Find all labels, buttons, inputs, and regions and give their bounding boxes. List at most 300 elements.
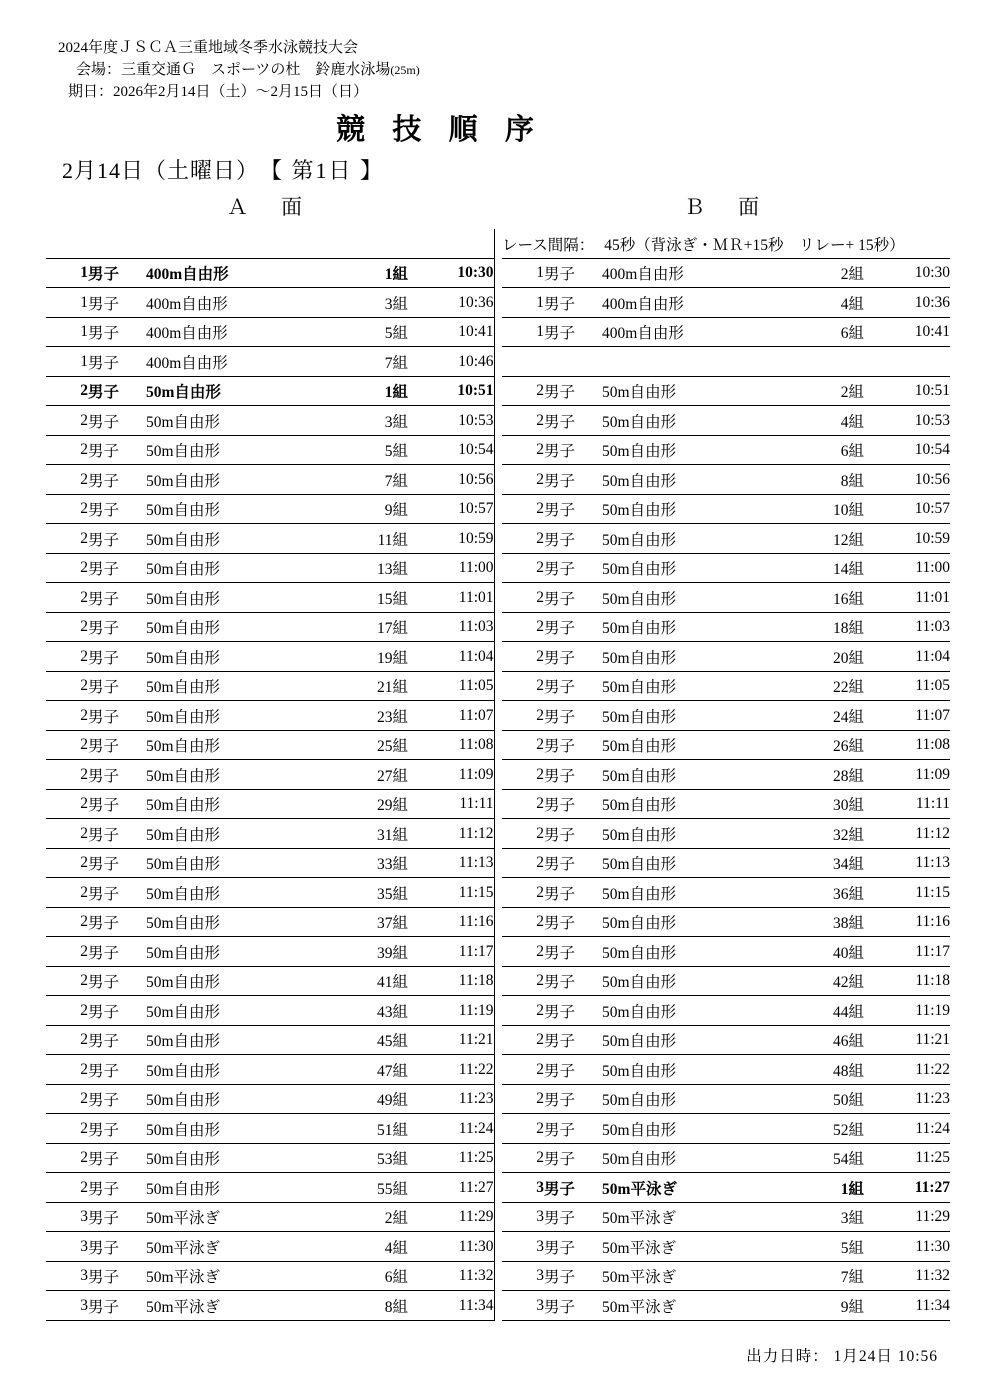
table-row — [46, 1291, 950, 1321]
side-a-start-time: 11:04 — [408, 642, 494, 672]
side-b-gender: 男子 — [544, 524, 602, 554]
side-a-event-name: 400m自由形 — [146, 317, 336, 347]
side-b-start-time: 11:15 — [864, 878, 950, 908]
side-a-heat-number: 5組 — [336, 435, 408, 465]
side-b-start-time: 11:12 — [864, 819, 950, 849]
side-b-heat-number: 6組 — [792, 317, 864, 347]
side-b-gender: 男子 — [544, 1084, 602, 1114]
side-a-gender: 男子 — [88, 524, 146, 554]
side-b-start-time: 11:30 — [864, 1232, 950, 1262]
column-divider — [494, 848, 502, 878]
side-b-event-name: 50m平泳ぎ — [602, 1291, 792, 1321]
side-a-event-number: 2 — [46, 612, 88, 642]
side-b-start-time: 11:01 — [864, 583, 950, 613]
side-b-gender: 男子 — [544, 465, 602, 495]
column-divider — [494, 996, 502, 1026]
side-a-event-name: 50m自由形 — [146, 406, 336, 436]
side-a-gender: 男子 — [88, 288, 146, 318]
side-a-gender: 男子 — [88, 789, 146, 819]
side-b-event-number: 3 — [502, 1291, 544, 1321]
side-a-gender: 男子 — [88, 1173, 146, 1203]
side-a-event-name: 50m自由形 — [146, 878, 336, 908]
table-row — [46, 937, 950, 967]
column-divider — [494, 937, 502, 967]
side-a-start-time: 10:56 — [408, 465, 494, 495]
side-a-event-number: 1 — [46, 317, 88, 347]
side-b-start-time: 11:25 — [864, 1143, 950, 1173]
side-a-event-number: 1 — [46, 288, 88, 318]
side-a-event-name: 50m自由形 — [146, 1025, 336, 1055]
side-a-heat-number: 55組 — [336, 1173, 408, 1203]
column-divider — [494, 376, 502, 406]
side-b-event-number: 2 — [502, 612, 544, 642]
side-a-start-time: 10:36 — [408, 288, 494, 318]
side-b-event-number: 2 — [502, 937, 544, 967]
side-b-event-number: 2 — [502, 553, 544, 583]
side-a-heat-number: 41組 — [336, 966, 408, 996]
race-interval-label: レース間隔： — [502, 236, 595, 254]
side-b-gender: 男子 — [544, 1261, 602, 1291]
column-divider — [494, 494, 502, 524]
side-b-start-time: 11:21 — [864, 1025, 950, 1055]
table-row — [46, 1055, 950, 1085]
side-a-heat-number: 7組 — [336, 347, 408, 377]
side-a-event-number: 3 — [46, 1261, 88, 1291]
side-b-event-name: 50m自由形 — [602, 494, 792, 524]
side-b-event-name: 50m自由形 — [602, 406, 792, 436]
day-number: 【 第1日 】 — [271, 158, 385, 184]
side-a-gender: 男子 — [88, 701, 146, 731]
side-b-heat-number: 44組 — [792, 996, 864, 1026]
side-a-gender: 男子 — [88, 1114, 146, 1144]
side-b-start-time: 11:08 — [864, 730, 950, 760]
side-b-heat-number: 22組 — [792, 671, 864, 701]
side-b-event-name: 50m自由形 — [602, 878, 792, 908]
document-header — [58, 38, 944, 103]
column-divider — [494, 553, 502, 583]
side-a-heat-number: 9組 — [336, 494, 408, 524]
side-b-event-name — [602, 347, 792, 377]
table-row — [46, 317, 950, 347]
side-a-event-number: 2 — [46, 435, 88, 465]
side-b-heat-number: 7組 — [792, 1261, 864, 1291]
side-b-event-name: 50m自由形 — [602, 701, 792, 731]
side-b-event-name: 400m自由形 — [602, 288, 792, 318]
side-b-gender: 男子 — [544, 1055, 602, 1085]
side-b-start-time: 11:13 — [864, 848, 950, 878]
table-row — [46, 435, 950, 465]
side-a-start-time: 11:07 — [408, 701, 494, 731]
column-divider — [494, 317, 502, 347]
side-a-event-number: 2 — [46, 789, 88, 819]
side-b-start-time: 10:36 — [864, 288, 950, 318]
table-row — [46, 1173, 950, 1203]
table-row — [46, 760, 950, 790]
side-a-event-name: 50m自由形 — [146, 1173, 336, 1203]
side-b-heat-number — [792, 347, 864, 377]
side-a-heat-number: 31組 — [336, 819, 408, 849]
side-a-start-time: 11:34 — [408, 1291, 494, 1321]
side-b-event-name: 50m自由形 — [602, 1084, 792, 1114]
side-b-event-number: 2 — [502, 760, 544, 790]
side-a-start-time: 11:17 — [408, 937, 494, 967]
side-b-gender — [544, 347, 602, 377]
side-b-gender: 男子 — [544, 907, 602, 937]
table-row — [46, 1084, 950, 1114]
column-divider — [494, 288, 502, 318]
side-b-event-name: 50m自由形 — [602, 435, 792, 465]
side-b-event-name: 50m平泳ぎ — [602, 1232, 792, 1262]
side-a-start-time: 11:16 — [408, 907, 494, 937]
table-row — [46, 730, 950, 760]
side-b-gender: 男子 — [544, 937, 602, 967]
side-b-event-name: 50m自由形 — [602, 1114, 792, 1144]
race-interval-note-row — [46, 229, 950, 258]
side-b-event-name: 50m自由形 — [602, 819, 792, 849]
side-a-event-number: 2 — [46, 730, 88, 760]
side-b-start-time: 11:09 — [864, 760, 950, 790]
day-heading — [62, 154, 944, 185]
side-a-heat-number: 47組 — [336, 1055, 408, 1085]
side-b-event-name: 50m自由形 — [602, 966, 792, 996]
side-b-event-number: 2 — [502, 730, 544, 760]
side-a-event-number: 2 — [46, 996, 88, 1026]
side-a-event-name: 400m自由形 — [146, 288, 336, 318]
side-b-gender: 男子 — [544, 258, 602, 288]
side-a-gender: 男子 — [88, 1261, 146, 1291]
side-b-event-name: 50m自由形 — [602, 937, 792, 967]
side-b-start-time: 11:27 — [864, 1173, 950, 1203]
side-a-start-time: 11:22 — [408, 1055, 494, 1085]
side-a-gender: 男子 — [88, 907, 146, 937]
column-divider — [494, 907, 502, 937]
side-a-event-number: 2 — [46, 760, 88, 790]
side-a-event-number: 2 — [46, 406, 88, 436]
side-a-heat-number: 3組 — [336, 288, 408, 318]
side-b-start-time: 10:59 — [864, 524, 950, 554]
table-row — [46, 524, 950, 554]
table-row — [46, 907, 950, 937]
side-a-event-name: 50m自由形 — [146, 1084, 336, 1114]
side-a-gender: 男子 — [88, 612, 146, 642]
side-b-heat-number: 3組 — [792, 1202, 864, 1232]
table-row — [46, 347, 950, 377]
side-a-start-time: 11:15 — [408, 878, 494, 908]
side-a-event-number: 3 — [46, 1291, 88, 1321]
side-b-event-number: 2 — [502, 996, 544, 1026]
table-row — [46, 789, 950, 819]
side-b-event-number: 1 — [502, 288, 544, 318]
day-date: 2月14日（土曜日） — [62, 158, 260, 184]
side-b-gender: 男子 — [544, 671, 602, 701]
side-a-event-name: 50m自由形 — [146, 789, 336, 819]
side-a-start-time: 11:24 — [408, 1114, 494, 1144]
side-b-start-time: 10:51 — [864, 376, 950, 406]
column-divider — [494, 612, 502, 642]
column-divider — [494, 671, 502, 701]
side-b-gender: 男子 — [544, 730, 602, 760]
side-b-start-time: 11:03 — [864, 612, 950, 642]
side-b-event-number: 2 — [502, 907, 544, 937]
side-b-event-name: 50m平泳ぎ — [602, 1261, 792, 1291]
table-row — [46, 376, 950, 406]
header-line-meet-name: 2024年度ＪＳＣＡ三重地域冬季水泳競技大会 — [58, 40, 359, 56]
side-a-event-name: 50m自由形 — [146, 376, 336, 406]
side-b-start-time — [864, 347, 950, 377]
side-b-event-number: 3 — [502, 1202, 544, 1232]
side-a-heat-number: 8組 — [336, 1291, 408, 1321]
side-a-heat-number: 21組 — [336, 671, 408, 701]
side-b-gender: 男子 — [544, 1025, 602, 1055]
side-b-heat-number: 16組 — [792, 583, 864, 613]
side-b-gender: 男子 — [544, 701, 602, 731]
side-b-start-time: 11:34 — [864, 1291, 950, 1321]
side-b-heat-number: 4組 — [792, 288, 864, 318]
column-divider — [494, 760, 502, 790]
side-b-event-name: 50m自由形 — [602, 524, 792, 554]
side-b-heat-number: 12組 — [792, 524, 864, 554]
side-a-event-number: 2 — [46, 376, 88, 406]
side-a-gender: 男子 — [88, 1084, 146, 1114]
side-b-event-number: 2 — [502, 1084, 544, 1114]
side-b-event-name: 50m自由形 — [602, 1143, 792, 1173]
side-a-event-name: 50m自由形 — [146, 1114, 336, 1144]
side-a-start-time: 11:01 — [408, 583, 494, 613]
table-row — [46, 1025, 950, 1055]
side-b-gender: 男子 — [544, 1291, 602, 1321]
table-row — [46, 553, 950, 583]
side-b-event-number: 2 — [502, 789, 544, 819]
column-divider — [494, 1143, 502, 1173]
column-divider — [494, 1025, 502, 1055]
column-divider — [494, 1232, 502, 1262]
side-b-event-number: 2 — [502, 494, 544, 524]
side-b-start-time: 11:07 — [864, 701, 950, 731]
side-a-heat-number: 7組 — [336, 465, 408, 495]
side-b-heat-number: 9組 — [792, 1291, 864, 1321]
table-row — [46, 966, 950, 996]
side-b-event-number: 2 — [502, 406, 544, 436]
side-a-event-name: 50m自由形 — [146, 494, 336, 524]
side-a-gender: 男子 — [88, 671, 146, 701]
table-row — [46, 671, 950, 701]
side-a-event-number: 3 — [46, 1202, 88, 1232]
side-a-event-number: 2 — [46, 1084, 88, 1114]
side-a-heat-number: 2組 — [336, 1202, 408, 1232]
side-a-heat-number: 13組 — [336, 553, 408, 583]
side-a-heat-number: 51組 — [336, 1114, 408, 1144]
side-a-event-name: 50m自由形 — [146, 583, 336, 613]
side-a-start-time: 10:53 — [408, 406, 494, 436]
side-b-event-name: 50m自由形 — [602, 642, 792, 672]
side-a-heat-number: 3組 — [336, 406, 408, 436]
side-a-event-name: 50m自由形 — [146, 435, 336, 465]
side-a-start-time: 11:13 — [408, 848, 494, 878]
table-row — [46, 612, 950, 642]
header-line-venue — [58, 60, 944, 82]
side-b-event-number: 2 — [502, 524, 544, 554]
side-b-event-name: 400m自由形 — [602, 317, 792, 347]
side-b-heat-number: 38組 — [792, 907, 864, 937]
side-b-event-number: 2 — [502, 435, 544, 465]
table-row — [46, 878, 950, 908]
side-a-event-number: 2 — [46, 524, 88, 554]
side-a-event-number: 3 — [46, 1232, 88, 1262]
side-a-event-name: 50m自由形 — [146, 671, 336, 701]
side-b-heat-number: 34組 — [792, 848, 864, 878]
side-a-heat-number: 43組 — [336, 996, 408, 1026]
table-row — [46, 1143, 950, 1173]
side-b-start-time: 11:16 — [864, 907, 950, 937]
side-a-start-time: 11:09 — [408, 760, 494, 790]
side-a-event-name: 50m平泳ぎ — [146, 1261, 336, 1291]
table-row — [46, 494, 950, 524]
side-a-event-name: 50m自由形 — [146, 701, 336, 731]
side-b-gender: 男子 — [544, 317, 602, 347]
side-b-event-number: 3 — [502, 1232, 544, 1262]
column-divider — [494, 258, 502, 288]
side-b-event-name: 50m自由形 — [602, 553, 792, 583]
side-a-gender: 男子 — [88, 878, 146, 908]
side-a-event-name: 50m自由形 — [146, 553, 336, 583]
side-b-heat-number: 2組 — [792, 258, 864, 288]
side-b-gender: 男子 — [544, 376, 602, 406]
column-divider — [494, 1202, 502, 1232]
side-a-heat-number: 35組 — [336, 878, 408, 908]
side-a-event-number: 2 — [46, 966, 88, 996]
column-divider — [494, 1261, 502, 1291]
side-a-gender: 男子 — [88, 347, 146, 377]
side-a-event-name: 50m自由形 — [146, 996, 336, 1026]
side-b-event-name: 50m自由形 — [602, 376, 792, 406]
side-b-event-name: 50m平泳ぎ — [602, 1202, 792, 1232]
side-a-heat-number: 5組 — [336, 317, 408, 347]
side-a-gender: 男子 — [88, 1025, 146, 1055]
side-b-gender: 男子 — [544, 288, 602, 318]
column-divider — [494, 524, 502, 554]
column-divider — [494, 229, 502, 258]
side-a-heat-number: 53組 — [336, 1143, 408, 1173]
side-a-gender: 男子 — [88, 258, 146, 288]
side-b-event-name: 50m自由形 — [602, 996, 792, 1026]
side-a-heat-number: 6組 — [336, 1261, 408, 1291]
column-divider — [494, 1291, 502, 1321]
side-a-gender: 男子 — [88, 583, 146, 613]
side-b-event-number: 3 — [502, 1173, 544, 1203]
side-a-start-time: 11:32 — [408, 1261, 494, 1291]
side-a-heat-number: 27組 — [336, 760, 408, 790]
side-b-event-number: 2 — [502, 465, 544, 495]
table-row — [46, 1202, 950, 1232]
side-b-event-number: 1 — [502, 258, 544, 288]
side-b-gender: 男子 — [544, 996, 602, 1026]
side-a-heat-number: 23組 — [336, 701, 408, 731]
side-a-gender: 男子 — [88, 435, 146, 465]
side-a-heat-number: 17組 — [336, 612, 408, 642]
side-a-heat-number: 1組 — [336, 258, 408, 288]
side-a-gender: 男子 — [88, 848, 146, 878]
table-row — [46, 819, 950, 849]
side-b-start-time: 11:29 — [864, 1202, 950, 1232]
side-a-gender: 男子 — [88, 406, 146, 436]
side-a-event-number: 2 — [46, 1143, 88, 1173]
table-row — [46, 1232, 950, 1262]
side-a-event-number: 2 — [46, 819, 88, 849]
side-b-start-time: 10:54 — [864, 435, 950, 465]
side-b-gender: 男子 — [544, 878, 602, 908]
page-title: 競 技 順 序 — [336, 114, 544, 147]
side-a-event-number: 2 — [46, 465, 88, 495]
side-a-heat-number: 15組 — [336, 583, 408, 613]
side-b-heat-number: 20組 — [792, 642, 864, 672]
side-b-gender: 男子 — [544, 1114, 602, 1144]
side-b-gender: 男子 — [544, 583, 602, 613]
side-b-heat-number: 10組 — [792, 494, 864, 524]
column-divider — [494, 465, 502, 495]
side-b-heat-number: 14組 — [792, 553, 864, 583]
side-b-event-number: 2 — [502, 583, 544, 613]
side-b-start-time: 11:22 — [864, 1055, 950, 1085]
column-divider — [494, 1084, 502, 1114]
side-a-heat-number: 1組 — [336, 376, 408, 406]
table-row — [46, 1261, 950, 1291]
side-b-event-name: 50m自由形 — [602, 907, 792, 937]
table-row — [46, 1114, 950, 1144]
side-b-heat-number: 54組 — [792, 1143, 864, 1173]
side-a-heat-number: 45組 — [336, 1025, 408, 1055]
venue-text: 会場：三重交通Ｇ スポーツの杜 鈴鹿水泳場 — [76, 61, 391, 78]
side-a-event-name: 400m自由形 — [146, 347, 336, 377]
side-a-event-number: 2 — [46, 1114, 88, 1144]
side-a-gender: 男子 — [88, 376, 146, 406]
side-a-start-time: 10:51 — [408, 376, 494, 406]
side-a-event-name: 50m平泳ぎ — [146, 1291, 336, 1321]
pool-face-headings — [46, 191, 944, 221]
side-b-gender: 男子 — [544, 1143, 602, 1173]
side-b-event-number: 2 — [502, 1114, 544, 1144]
venue-pool-length: (25m) — [390, 62, 420, 77]
side-a-start-time: 10:30 — [408, 258, 494, 288]
side-a-event-name: 50m自由形 — [146, 760, 336, 790]
column-divider — [494, 730, 502, 760]
side-a-event-number: 2 — [46, 583, 88, 613]
side-b-start-time: 11:05 — [864, 671, 950, 701]
side-b-gender: 男子 — [544, 966, 602, 996]
side-b-heat-number: 4組 — [792, 406, 864, 436]
side-b-heat-number: 28組 — [792, 760, 864, 790]
face-a-heading: Ａ 面 — [226, 195, 317, 220]
side-a-event-name: 50m平泳ぎ — [146, 1202, 336, 1232]
side-b-event-name: 50m自由形 — [602, 671, 792, 701]
side-a-event-name: 400m自由形 — [146, 258, 336, 288]
side-a-heat-number: 33組 — [336, 848, 408, 878]
side-b-event-number: 2 — [502, 966, 544, 996]
column-divider — [494, 642, 502, 672]
side-b-heat-number: 30組 — [792, 789, 864, 819]
side-a-event-number: 2 — [46, 937, 88, 967]
header-line-dates: 期日：2026年2月14日（土）〜2月15日（日） — [68, 83, 369, 100]
column-divider — [494, 789, 502, 819]
side-a-event-number: 2 — [46, 1173, 88, 1203]
side-b-event-number: 1 — [502, 317, 544, 347]
side-b-heat-number: 2組 — [792, 376, 864, 406]
side-a-start-time: 10:59 — [408, 524, 494, 554]
race-interval-value: 45秒（背泳ぎ・ＭＲ+15秒 リレー+ 15秒） — [604, 236, 905, 254]
side-a-event-name: 50m自由形 — [146, 1143, 336, 1173]
side-a-heat-number: 49組 — [336, 1084, 408, 1114]
side-a-event-name: 50m自由形 — [146, 966, 336, 996]
side-b-gender: 男子 — [544, 760, 602, 790]
